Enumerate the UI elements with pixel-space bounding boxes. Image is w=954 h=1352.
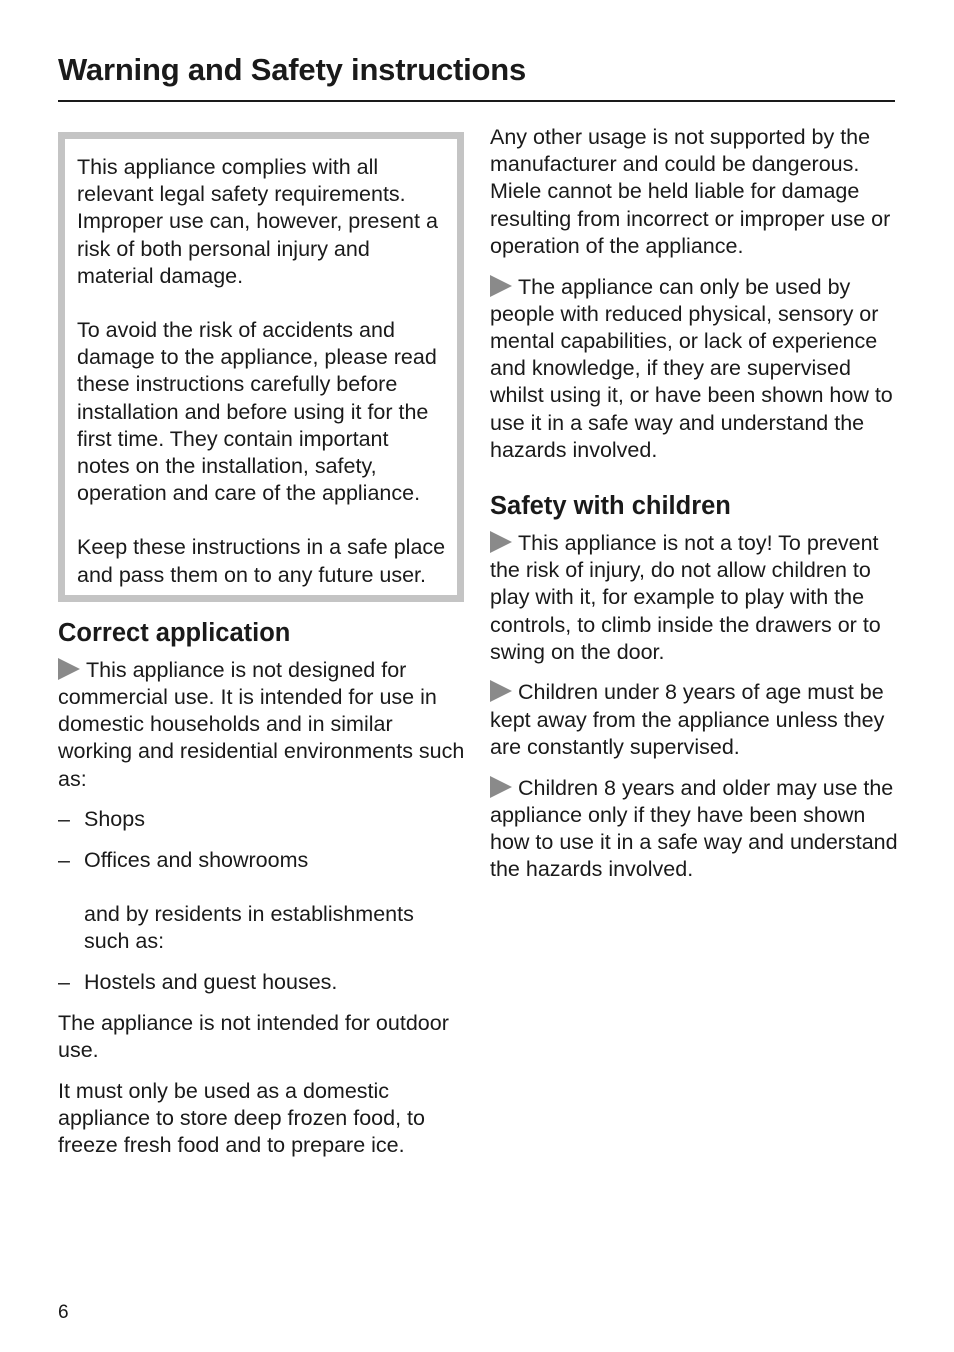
other-usage-paragraph: Any other usage is not supported by the manufacturer and could be dangerous. Miele cannot be held liable for damage resulting from incorrect or improper use or operation of the appliance. xyxy=(490,125,891,258)
warning-text: Children under 8 years of age must be kept away from the appliance unless they are constantly supervised. xyxy=(490,680,885,759)
warning-arrow-icon xyxy=(490,531,512,553)
notice-paragraph: Keep these instructions in a safe place and pass them on to any future user. xyxy=(77,535,446,587)
left-column xyxy=(58,132,465,1173)
dash-marker: – xyxy=(58,970,70,995)
page-number: 6 xyxy=(58,1302,69,1323)
residents-paragraph: and by residents in establishments such as: xyxy=(84,902,414,954)
warning-text: This appliance is not a toy! To prevent the risk of injury, do not allow children to play with it, for example to play with the controls, to climb inside the drawers or to swing on the door. xyxy=(490,530,881,664)
warning-paragraph xyxy=(58,657,465,793)
right-column xyxy=(490,124,900,897)
dash-marker: – xyxy=(58,807,70,832)
warning-arrow-icon xyxy=(490,680,512,702)
warning-paragraph xyxy=(490,775,900,884)
section-heading-safety-with-children: Safety with children xyxy=(490,491,731,520)
list-item xyxy=(58,847,465,874)
warning-text: This appliance is not designed for commercial use. It is intended for use in domestic households and in similar working and residential environments such as: xyxy=(58,657,465,791)
list-item-text: Shops xyxy=(84,807,145,832)
warning-text: The appliance can only be used by people with reduced physical, sensory or mental capabilities, or lack of experience and knowledge, if they are supervised whilst using it, or have been shown how to use it in a safe way and understand the hazards involved. xyxy=(490,274,893,462)
notice-paragraph: This appliance complies with all relevant legal safety requirements. Improper use can, however, present a risk of both personal injury and material damage. xyxy=(77,155,438,288)
outdoor-paragraph: The appliance is not intended for outdoor use. xyxy=(58,1010,449,1063)
safety-notice-box xyxy=(58,132,464,602)
establishments-list xyxy=(58,969,465,996)
domestic-use-paragraph: It must only be used as a domestic appliance to store deep frozen food, to freeze fresh food and to prepare ice. xyxy=(58,1078,425,1158)
dash-marker: – xyxy=(58,848,70,873)
page-title: Warning and Safety instructions xyxy=(58,52,527,87)
warning-arrow-icon xyxy=(58,658,80,680)
notice-paragraph: To avoid the risk of accidents and damage to the appliance, please read these instructions carefully before installation and before using it for the first time. They contain important notes on the installation, safety, operation and care of the appliance. xyxy=(77,318,437,506)
warning-text: Children 8 years and older may use the appliance only if they have been shown how to use it in a safe way and understand the hazards involved. xyxy=(490,775,898,882)
warning-arrow-icon xyxy=(490,275,512,297)
warning-paragraph xyxy=(490,274,900,464)
list-item-text: Offices and showrooms xyxy=(84,848,309,873)
usage-list xyxy=(58,806,465,874)
warning-paragraph xyxy=(490,530,900,666)
section-heading-correct-application: Correct application xyxy=(58,618,291,647)
warning-paragraph xyxy=(490,679,900,761)
warning-arrow-icon xyxy=(490,776,512,798)
title-divider xyxy=(58,100,895,102)
list-item xyxy=(58,806,465,833)
list-item-text: Hostels and guest houses. xyxy=(84,970,338,995)
list-item xyxy=(58,969,465,996)
